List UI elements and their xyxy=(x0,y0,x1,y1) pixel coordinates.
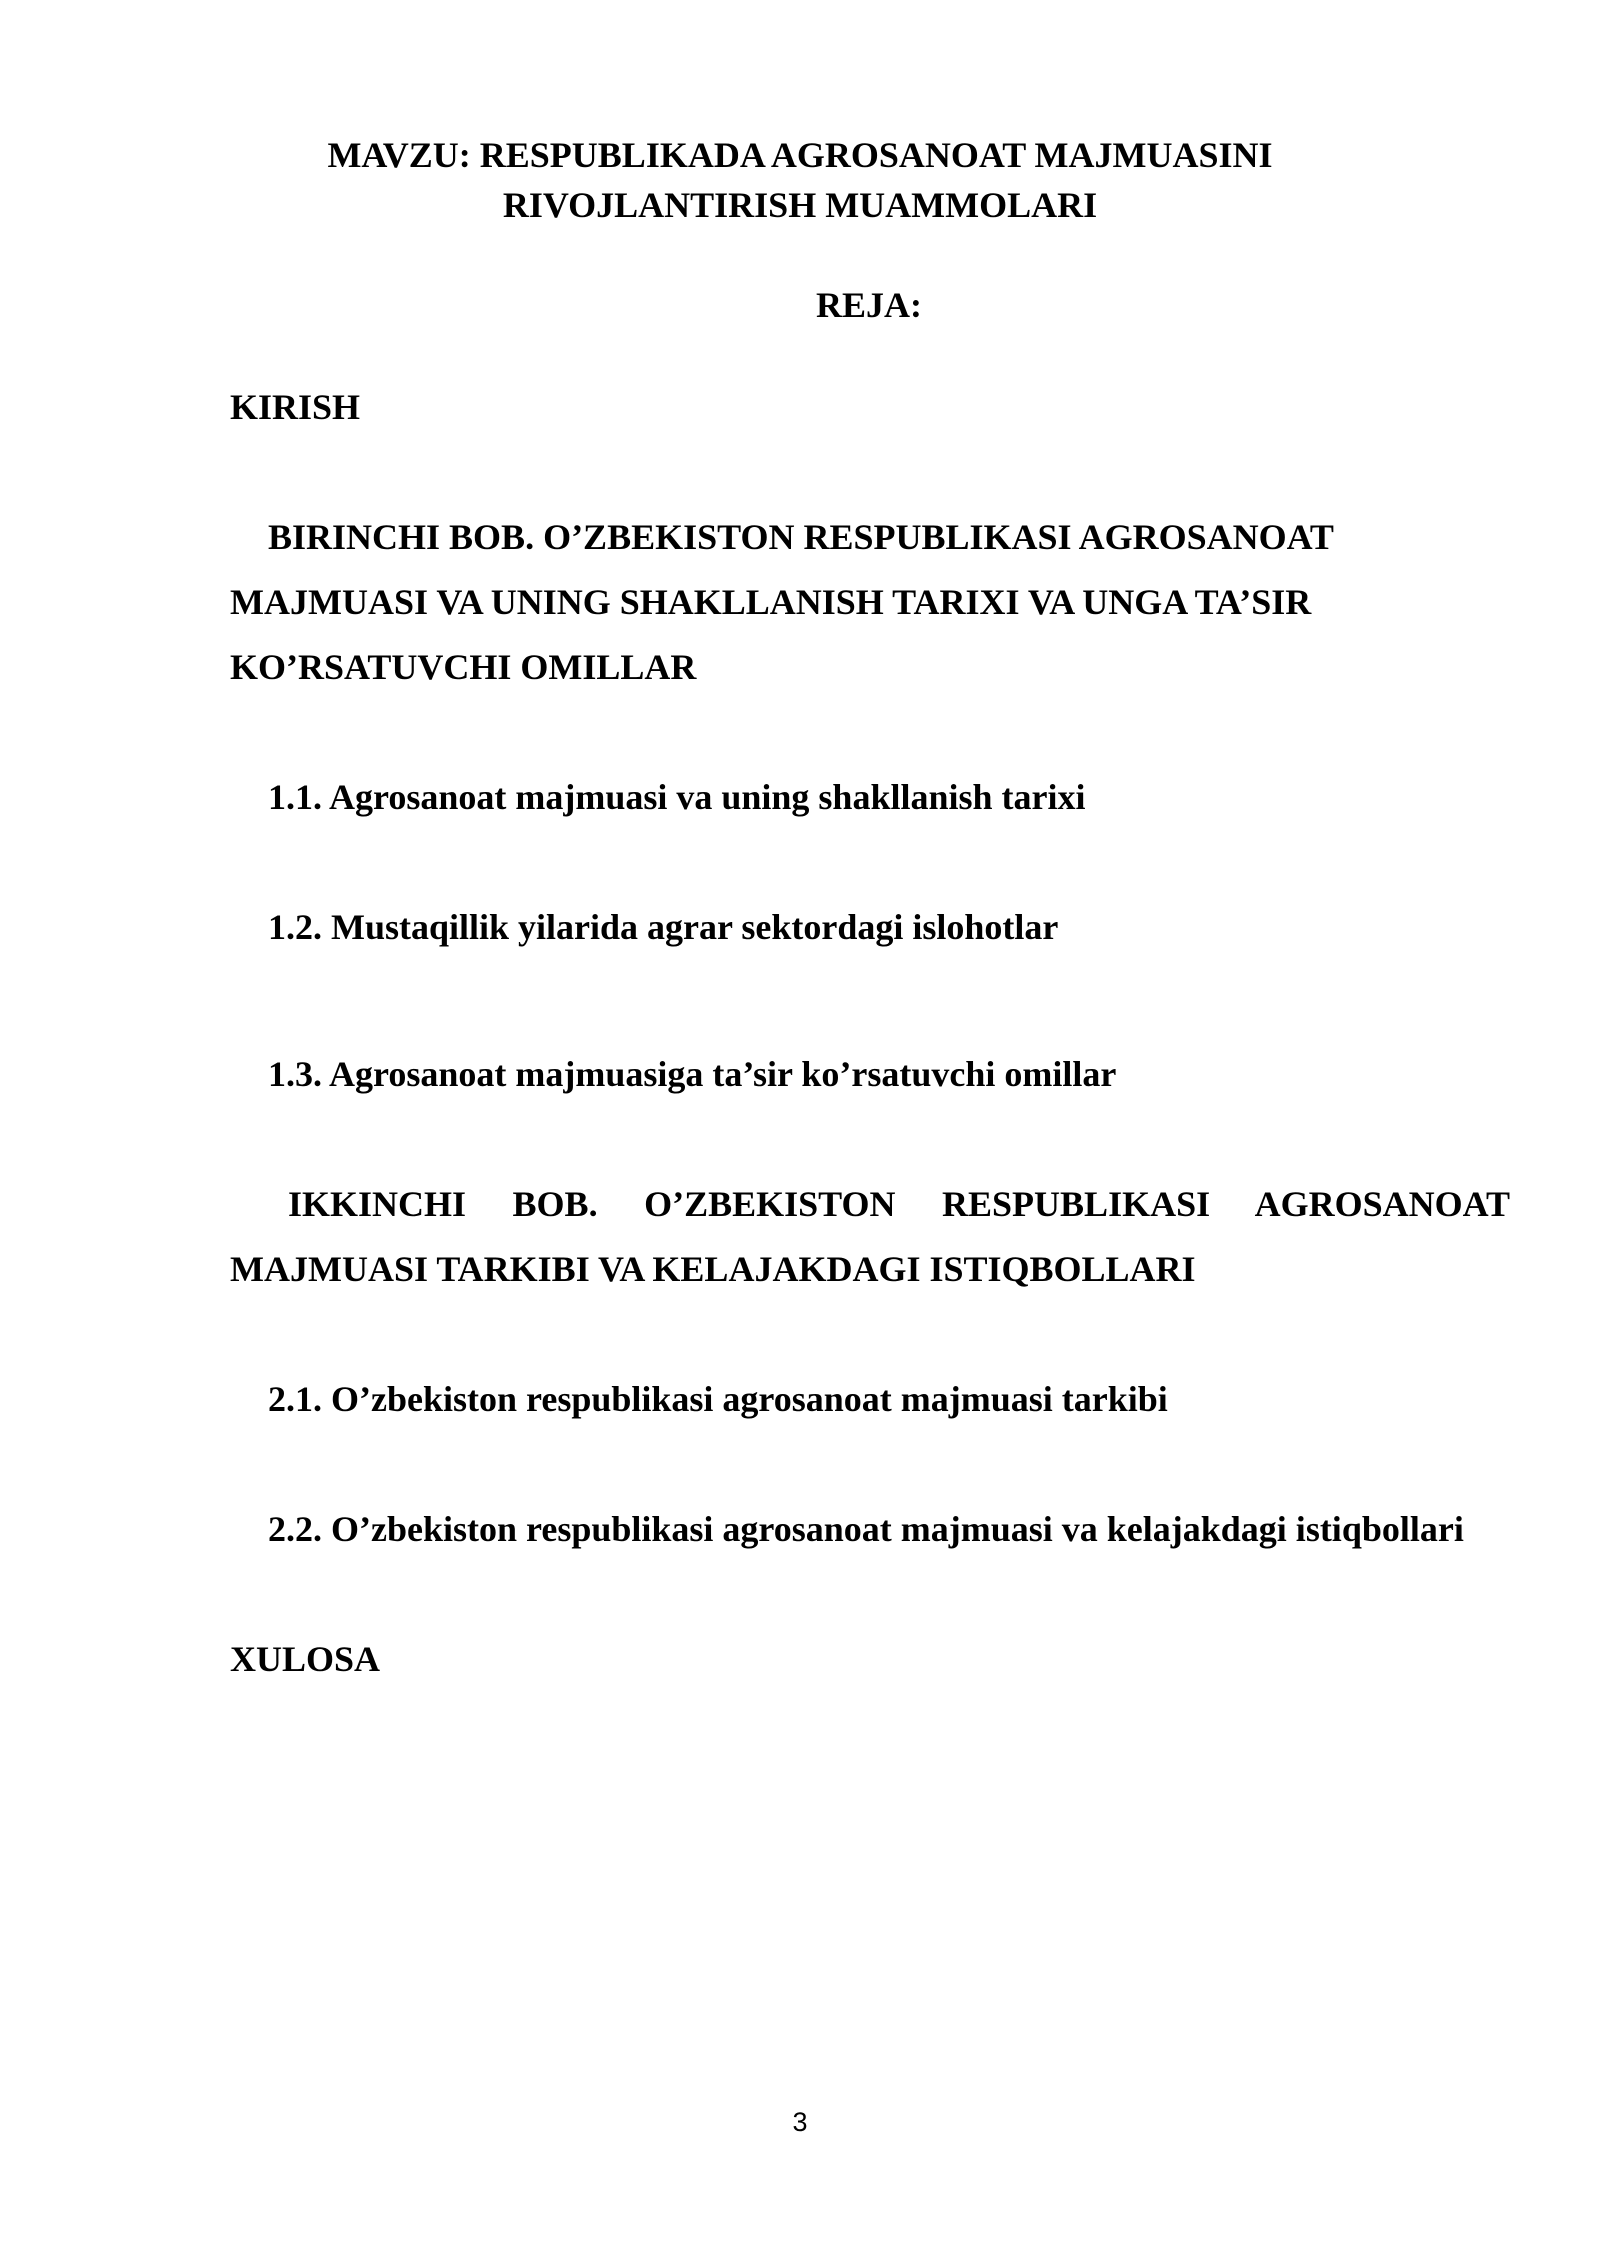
title-line-2: RIVOJLANTIRISH MUAMMOLARI xyxy=(502,185,1098,225)
plan-heading: REJA: xyxy=(816,285,922,325)
chapter-2-heading-line-1: IKKINCHI BOB. O’ZBEKISTON RESPUBLIKASI AGROSANOAT xyxy=(288,1184,1510,1224)
section-2-2: 2.2. O’zbekiston respublikasi agrosanoat majmuasi va kelajakdagi istiqbollari xyxy=(268,1509,1464,1549)
intro-heading: KIRISH xyxy=(230,387,361,427)
section-1-2: 1.2. Mustaqillik yilarida agrar sektordagi islohotlar xyxy=(268,907,1059,947)
chapter-1-heading-line-2: MAJMUASI VA UNING SHAKLLANISH TARIXI VA UNGA TA’SIR xyxy=(230,582,1312,622)
title-line-1: MAVZU: RESPUBLIKADA AGROSANOAT MAJMUASINI xyxy=(327,135,1273,175)
chapter-1-heading-line-1: BIRINCHI BOB. O’ZBEKISTON RESPUBLIKASI AGROSANOAT xyxy=(268,517,1334,557)
chapter-2-heading-line-2: MAJMUASI TARKIBI VA KELAJAKDAGI ISTIQBOLLARI xyxy=(230,1249,1196,1289)
chapter-1-heading-line-3: KO’RSATUVCHI OMILLAR xyxy=(230,647,697,687)
section-1-1: 1.1. Agrosanoat majmuasi va uning shakllanish tarixi xyxy=(268,777,1086,817)
section-1-3: 1.3. Agrosanoat majmuasiga ta’sir ko’rsatuvchi omillar xyxy=(268,1054,1117,1094)
section-2-1: 2.1. O’zbekiston respublikasi agrosanoat majmuasi tarkibi xyxy=(268,1379,1168,1419)
page-number: 3 xyxy=(792,2107,808,2137)
conclusion-heading: XULOSA xyxy=(230,1639,381,1679)
